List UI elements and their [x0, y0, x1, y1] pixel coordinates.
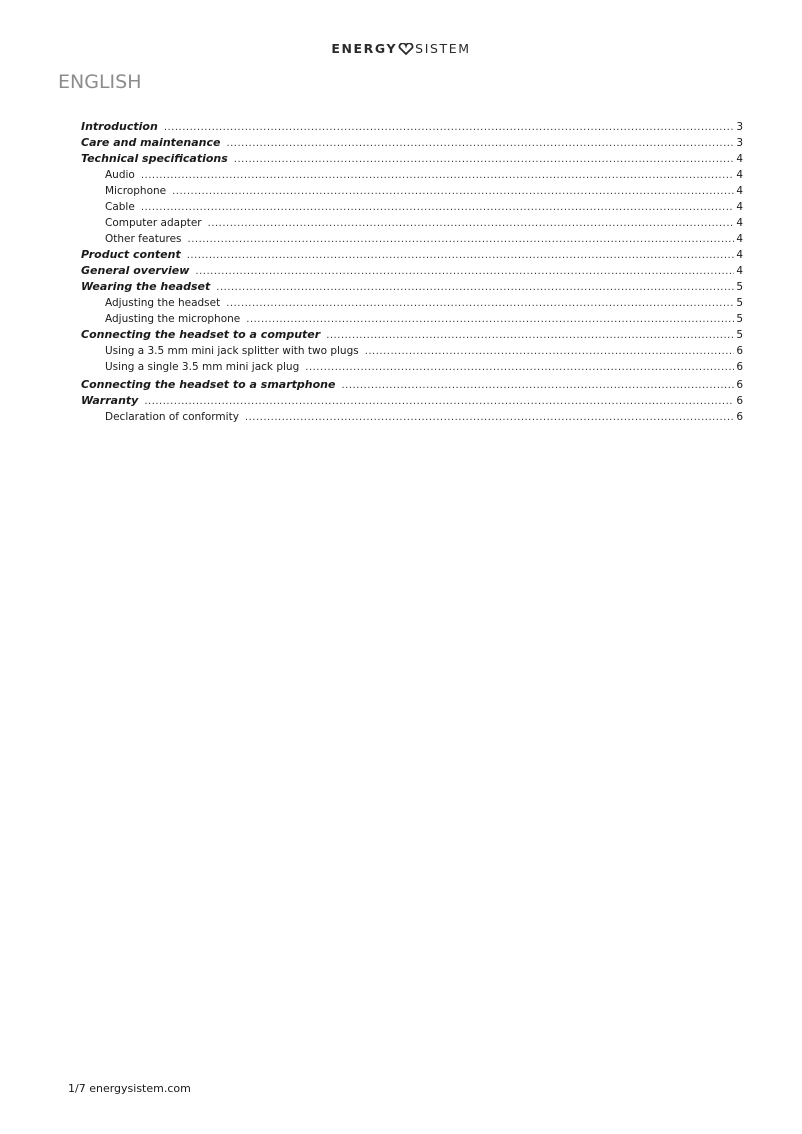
toc-entry-page-number: 3: [736, 137, 743, 149]
toc-entry-label: Using a 3.5 mm mini jack splitter with two plugs: [105, 345, 359, 357]
toc-dot-leader: [141, 168, 734, 184]
toc-entry[interactable]: [81, 393, 743, 409]
language-heading: ENGLISH: [58, 71, 142, 93]
brand-name-energy: ENERGY: [331, 41, 398, 56]
toc-entry-page-number: 6: [736, 395, 743, 407]
toc-entry-page-number: 4: [736, 249, 743, 261]
toc-dot-leader: [246, 312, 734, 328]
toc-entry-page-number: 4: [736, 201, 743, 213]
toc-entry[interactable]: [81, 135, 743, 151]
toc-dot-leader: [341, 378, 734, 394]
toc-dot-leader: [245, 410, 734, 426]
toc-dot-leader: [164, 120, 735, 136]
toc-entry-label: Introduction: [81, 120, 158, 133]
toc-entry[interactable]: [81, 247, 743, 263]
toc-entry-label: Technical specifications: [81, 152, 228, 165]
toc-dot-leader: [195, 264, 734, 280]
toc-dot-leader: [305, 360, 734, 376]
toc-entry[interactable]: [81, 199, 743, 215]
toc-entry-label: Care and maintenance: [81, 136, 221, 149]
page-footer: 1/7 energysistem.com: [68, 1082, 191, 1095]
toc-entry[interactable]: [81, 167, 743, 183]
toc-entry-page-number: 4: [736, 153, 743, 165]
toc-entry-label: Product content: [81, 248, 181, 261]
toc-entry-label: Using a single 3.5 mm mini jack plug: [105, 361, 300, 373]
toc-entry-label: Audio: [105, 169, 135, 181]
toc-entry-page-number: 3: [736, 121, 743, 133]
toc-entry[interactable]: [81, 215, 743, 231]
toc-entry[interactable]: [81, 295, 743, 311]
toc-dot-leader: [226, 296, 734, 312]
toc-entry[interactable]: [81, 343, 743, 359]
toc-dot-leader: [226, 136, 734, 152]
toc-entry-page-number: 6: [736, 361, 743, 373]
toc-entry[interactable]: [81, 409, 743, 425]
toc-entry-page-number: 5: [736, 329, 743, 341]
toc-entry-label: Adjusting the headset: [105, 297, 221, 309]
toc-entry-page-number: 5: [736, 297, 743, 309]
toc-entry[interactable]: [81, 377, 743, 393]
toc-entry-page-number: 5: [736, 281, 743, 293]
toc-dot-leader: [141, 200, 735, 216]
toc-entry-page-number: 6: [736, 411, 743, 423]
toc-entry[interactable]: [81, 263, 743, 279]
toc-entry-page-number: 4: [736, 169, 743, 181]
toc-entry-label: Warranty: [81, 394, 139, 407]
toc-dot-leader: [188, 232, 735, 248]
toc-entry-label: General overview: [81, 264, 190, 277]
toc-entry-label: Wearing the headset: [81, 280, 211, 293]
toc-entry-page-number: 4: [736, 265, 743, 277]
toc-entry[interactable]: [81, 231, 743, 247]
toc-entry-label: Declaration of conformity: [105, 411, 239, 423]
brand-logo: [0, 41, 802, 58]
toc-entry-label: Computer adapter: [105, 217, 202, 229]
toc-entry-label: Connecting the headset to a smartphone: [81, 378, 336, 391]
toc-dot-leader: [365, 344, 735, 360]
toc-entry-page-number: 6: [736, 345, 743, 357]
toc-entry-label: Microphone: [105, 185, 167, 197]
toc-dot-leader: [208, 216, 735, 232]
toc-entry[interactable]: [81, 119, 743, 135]
toc-entry-page-number: 4: [736, 185, 743, 197]
toc-entry-label: Adjusting the microphone: [105, 313, 241, 325]
brand-name-sistem: SISTEM: [415, 41, 471, 56]
toc-entry-page-number: 6: [736, 379, 743, 391]
toc-dot-leader: [216, 280, 734, 296]
toc-entry-page-number: 5: [736, 313, 743, 325]
toc-dot-leader: [172, 184, 734, 200]
toc-entry[interactable]: [81, 327, 743, 343]
toc-dot-leader: [234, 152, 735, 168]
toc-entry-page-number: 4: [736, 217, 743, 229]
heart-icon: [398, 43, 414, 58]
toc-dot-leader: [144, 394, 734, 410]
toc-entry-label: Cable: [105, 201, 135, 213]
toc-dot-leader: [326, 328, 734, 344]
toc-entry[interactable]: [81, 183, 743, 199]
toc-entry[interactable]: [81, 359, 743, 375]
toc-entry[interactable]: [81, 151, 743, 167]
toc-entry-page-number: 4: [736, 233, 743, 245]
toc-entry[interactable]: [81, 279, 743, 295]
toc-entry-label: Connecting the headset to a computer: [81, 328, 321, 341]
toc-entry[interactable]: [81, 311, 743, 327]
table-of-contents: [81, 119, 743, 425]
toc-entry-label: Other features: [105, 233, 182, 245]
toc-dot-leader: [187, 248, 735, 264]
